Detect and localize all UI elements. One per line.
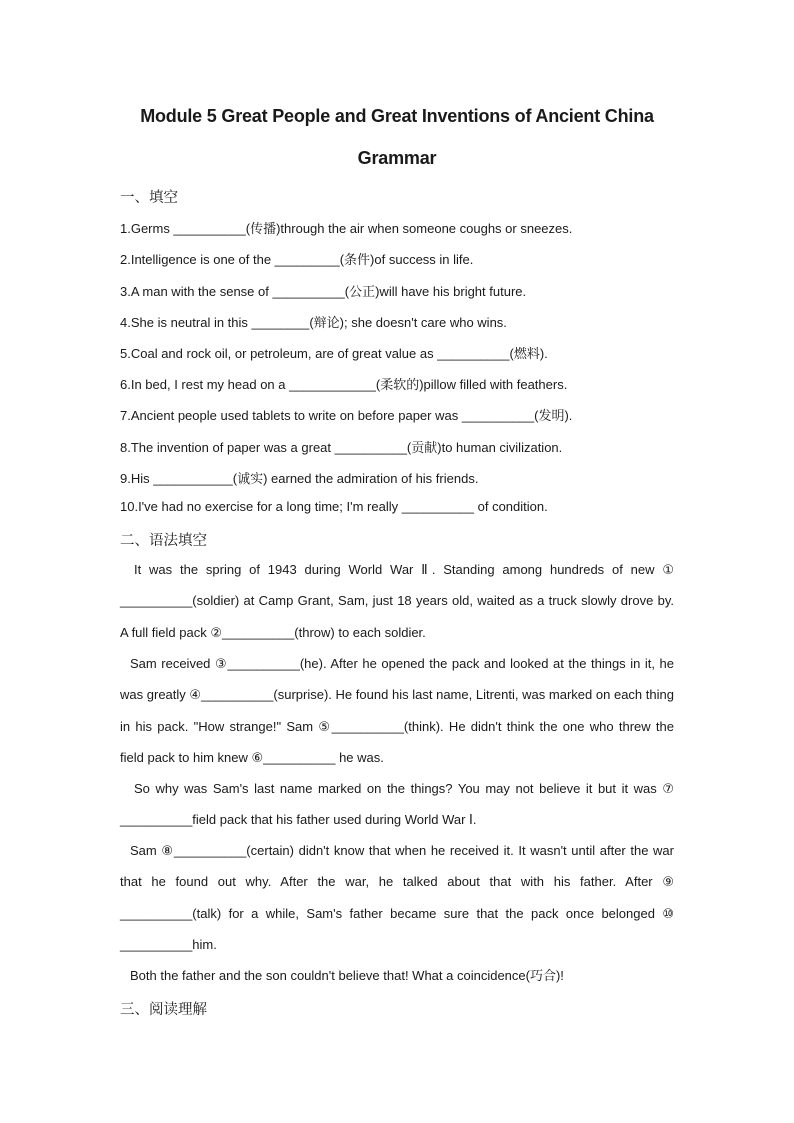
question-8: 8.The invention of paper was a great __________(贡献)to human civilization. [120,440,563,455]
page-subtitle: Grammar [357,148,437,168]
section-heading-fill-blanks: 一、填空 [120,190,178,206]
question-9: 9.His ___________(诚实) earned the admiration of his friends. [120,471,479,486]
question-5: 5.Coal and rock oil, or petroleum, are of great value as __________(燃料). [120,346,548,361]
question-10: 10.I've had no exercise for a long time; I'm really __________ of condition. [120,499,548,514]
question-1: 1.Germs __________(传播)through the air when someone coughs or sneezes. [120,221,573,236]
question-3: 3.A man with the sense of __________(公正)will have his bright future. [120,284,527,299]
page-title: Module 5 Great People and Great Inventions of Ancient China [140,106,654,126]
section-heading-reading: 三、阅读理解 [120,1002,207,1018]
passage-paragraph-2: Sam received ③__________(he). After he opened the pack and looked at the things in it, he was greatly ④__________(surprise). He found his last name, Litrenti, was marked on each thing in his pack. "How strange!" Sam ⑤__________(think). He didn't think the one who threw the field pack to him knew ⑥__________ he was. [120,656,674,765]
question-2: 2.Intelligence is one of the _________(条件)of success in life. [120,252,474,267]
passage-paragraph-4: Sam ⑧__________(certain) didn't know that when he received it. It wasn't until after the war that he found out why. After the war, he talked about that with his father. After ⑨ __________(talk) for a while, Sam's father became sure that the pack once belonged ⑩ __________him. [120,843,674,952]
question-7: 7.Ancient people used tablets to write on before paper was __________(发明). [120,408,573,423]
question-6: 6.In bed, I rest my head on a ____________(柔软的)pillow filled with feathers. [120,377,568,392]
passage-paragraph-3: So why was Sam's last name marked on the things? You may not believe it but it was ⑦ __________field pack that his father used during World War Ⅰ. [120,781,674,828]
passage-paragraph-5: Both the father and the son couldn't believe that! What a coincidence(巧合)! [130,968,564,983]
question-4: 4.She is neutral in this ________(辩论); she doesn't care who wins. [120,315,507,330]
section-heading-grammar-fill: 二、语法填空 [120,533,207,549]
passage-paragraph-1: It was the spring of 1943 during World War Ⅱ. Standing among hundreds of new ① __________(soldier) at Camp Grant, Sam, just 18 years old, waited as a truck slowly drove by. A full field pack ②__________(throw) to each soldier. [120,562,674,640]
